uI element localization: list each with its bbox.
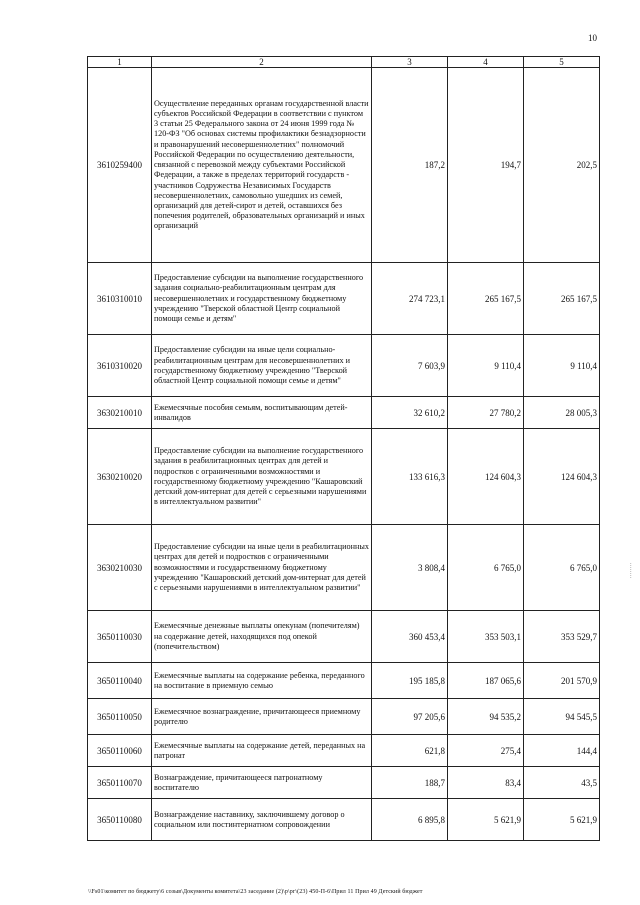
- row-description: Предоставление субсидии на выполнение государственного задания в реабилитационных центрах для детей и подростков с ограниченными возможностями и государственному бюджетному учреждению "Кашаровский детский дом-интернат для детей с серьезными нарушениями в интеллектуальном развитии": [152, 429, 372, 525]
- row-value-col3: 360 453,4: [372, 611, 448, 663]
- row-description: Ежемесячное вознаграждение, причитающееся приемному родителю: [152, 699, 372, 735]
- row-description: Вознаграждение, причитающееся патронатному воспитателю: [152, 767, 372, 799]
- table-row: [88, 525, 600, 611]
- row-code: 3630210010: [88, 397, 152, 429]
- row-value-col4: 275,4: [448, 735, 524, 767]
- row-value-col3: 621,8: [372, 735, 448, 767]
- col-header-5: 5: [524, 57, 600, 68]
- table-header-row: [88, 57, 600, 68]
- footer-file-path: \\Fs01\комитет по бюджету\6 созыв\Документы комитета\23 заседание (2)\р\рг\(23) 450-П-6\Прил 11 Прил 49 Детский бюджет: [88, 889, 423, 895]
- row-value-col4: 5 621,9: [448, 799, 524, 841]
- row-value-col3: 195 185,8: [372, 663, 448, 699]
- table-row: [88, 611, 600, 663]
- row-value-col3: 7 603,9: [372, 335, 448, 397]
- table-row: [88, 699, 600, 735]
- row-code: 3610310010: [88, 263, 152, 335]
- row-value-col4: 194,7: [448, 68, 524, 263]
- row-value-col3: 188,7: [372, 767, 448, 799]
- row-value-col5: 9 110,4: [524, 335, 600, 397]
- row-value-col5: 94 545,5: [524, 699, 600, 735]
- table-row: [88, 663, 600, 699]
- row-value-col4: 9 110,4: [448, 335, 524, 397]
- row-value-col3: 274 723,1: [372, 263, 448, 335]
- table-row: [88, 263, 600, 335]
- row-value-col3: 187,2: [372, 68, 448, 263]
- table-row: [88, 68, 600, 263]
- row-value-col4: 124 604,3: [448, 429, 524, 525]
- table-row: [88, 429, 600, 525]
- budget-table: [87, 56, 600, 841]
- scan-edge-marks: : : : :: [630, 562, 632, 580]
- row-description: Ежемесячные выплаты на содержание ребенка, переданного на воспитание в приемную семью: [152, 663, 372, 699]
- table-row: [88, 397, 600, 429]
- row-value-col3: 97 205,6: [372, 699, 448, 735]
- row-code: 3610310020: [88, 335, 152, 397]
- row-value-col5: 202,5: [524, 68, 600, 263]
- row-value-col4: 6 765,0: [448, 525, 524, 611]
- row-value-col5: 201 570,9: [524, 663, 600, 699]
- row-value-col3: 32 610,2: [372, 397, 448, 429]
- row-value-col4: 27 780,2: [448, 397, 524, 429]
- row-value-col5: 144,4: [524, 735, 600, 767]
- row-code: 3650110080: [88, 799, 152, 841]
- row-code: 3630210030: [88, 525, 152, 611]
- row-value-col5: 124 604,3: [524, 429, 600, 525]
- row-code: 3630210020: [88, 429, 152, 525]
- col-header-1: 1: [88, 57, 152, 68]
- row-code: 3650110040: [88, 663, 152, 699]
- row-value-col5: 5 621,9: [524, 799, 600, 841]
- table-row: [88, 335, 600, 397]
- row-description: Ежемесячные пособия семьям, воспитывающим детей-инвалидов: [152, 397, 372, 429]
- row-value-col5: 265 167,5: [524, 263, 600, 335]
- col-header-3: 3: [372, 57, 448, 68]
- row-value-col5: 28 005,3: [524, 397, 600, 429]
- row-code: 3650110070: [88, 767, 152, 799]
- row-value-col5: 353 529,7: [524, 611, 600, 663]
- row-description: Осуществление переданных органам государственной власти субъектов Российской Федерации в соответствии с пунктом 3 статьи 25 Федерального закона от 24 июня 1999 года № 120-ФЗ "Об основах системы профилактики безнадзорности и правонарушений несовершеннолетних" полномочий Российской Федерации по осуществлению деятельности, связанной с перевозкой между субъектами Российской Федерации, а также в пределах территорий государств - участников Содружества Независимых Государств несовершеннолетних, самовольно ушедших из семей, организаций для детей-сирот и детей, оставшихся без попечения родителей, образовательных организаций и иных организаций: [152, 68, 372, 263]
- row-description: Предоставление субсидии на выполнение государственного задания социально-реабилитационным центрам для несовершеннолетних и государственному бюджетному учреждению "Тверской областной Центр социальной помощи семье и детям": [152, 263, 372, 335]
- row-description: Ежемесячные денежные выплаты опекунам (попечителям) на содержание детей, находящихся под опекой (попечительством): [152, 611, 372, 663]
- row-description: Ежемесячные выплаты на содержание детей, переданных на патронат: [152, 735, 372, 767]
- row-value-col4: 187 065,6: [448, 663, 524, 699]
- col-header-4: 4: [448, 57, 524, 68]
- row-code: 3610259400: [88, 68, 152, 263]
- row-value-col4: 353 503,1: [448, 611, 524, 663]
- row-code: 3650110060: [88, 735, 152, 767]
- row-description: Вознаграждение наставнику, заключившему договор о социальном или постинтернатном сопровождении: [152, 799, 372, 841]
- row-value-col5: 43,5: [524, 767, 600, 799]
- table-row: [88, 799, 600, 841]
- row-value-col3: 6 895,8: [372, 799, 448, 841]
- row-value-col4: 94 535,2: [448, 699, 524, 735]
- row-value-col3: 133 616,3: [372, 429, 448, 525]
- row-value-col5: 6 765,0: [524, 525, 600, 611]
- row-code: 3650110050: [88, 699, 152, 735]
- table-row: [88, 735, 600, 767]
- row-value-col4: 265 167,5: [448, 263, 524, 335]
- row-description: Предоставление субсидии на иные цели в реабилитационных центрах для детей и подростков с ограниченными возможностями и государственному бюджетному учреждению "Кашаровский детский дом-интернат для детей с серьезными нарушениями в интеллектуальном развитии": [152, 525, 372, 611]
- table-row: [88, 767, 600, 799]
- row-value-col3: 3 808,4: [372, 525, 448, 611]
- col-header-2: 2: [152, 57, 372, 68]
- row-code: 3650110030: [88, 611, 152, 663]
- row-description: Предоставление субсидии на иные цели социально-реабилитационным центрам для несовершеннолетних и государственному бюджетному учреждению "Тверской областной Центр социальной помощи семье и детям": [152, 335, 372, 397]
- row-value-col4: 83,4: [448, 767, 524, 799]
- page-number: 10: [588, 33, 597, 43]
